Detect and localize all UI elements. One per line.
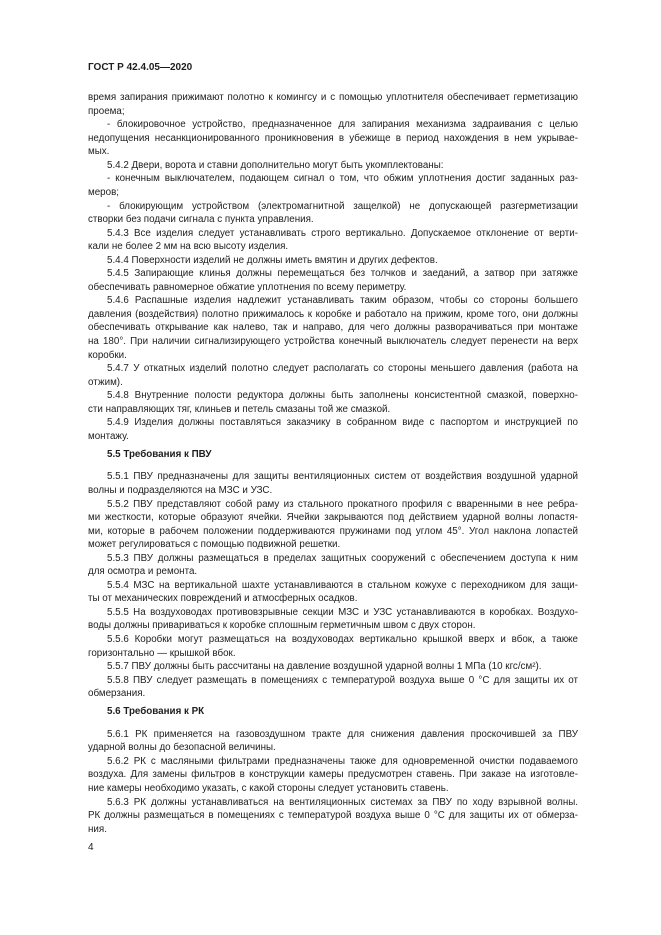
text-line: обеспечивать открывание как налево, так и направо, для чего должны разворачиваться при монтаже (88, 322, 578, 334)
paragraph-5-5-6 (88, 633, 578, 660)
paragraph-5-6-2 (88, 755, 578, 796)
text-line: для осмотра и ремонта. (88, 566, 198, 578)
text-line: 5.5.7 ПВУ должны быть рассчитаны на давление воздушной ударной волны 1 МПа (10 кгс/см²). (107, 661, 542, 673)
list-item-limit-switch (88, 172, 578, 199)
text-line: 5.6.3 РК должны устанавливаться на вентиляционных системах за ПВУ по ходу взрывной волны. (107, 796, 578, 808)
text-line: мых. (88, 146, 110, 158)
paragraph-5-4-3 (88, 227, 578, 254)
paragraph-5-4-6 (88, 294, 578, 362)
text-line: может регулироваться с помощью подвижной решетки. (88, 539, 341, 551)
page-body (88, 91, 578, 836)
text-line: 5.4.6 Распашные изделия надлежит устанавливать таким образом, чтобы со стороны большего (107, 295, 578, 307)
text-line: обеспечивать равномерное обжатие уплотнения по всему периметру. (88, 281, 407, 293)
text-line: коробки. (88, 349, 127, 361)
section-heading-5-5: 5.5 Требования к ПВУ (107, 448, 212, 460)
text-line: 5.5.5 На воздуховодах противовзрывные секции МЗС и УЗС устанавливаются в коробках. Воздухо- (107, 606, 578, 618)
text-line: ми жесткости, которые образуют ячейки. Ячейки закрываются под действием ударной волны лопастя- (88, 512, 578, 524)
text-line: кали не более 2 мм на всю высоту изделия. (88, 241, 289, 253)
text-line: волны и подразделяются на МЗС и УЗС. (88, 485, 273, 496)
paragraph-5-5-3 (88, 552, 578, 579)
text-line: время запирания прижимают полотно к комингсу и с помощью уплотнителя обеспечивает герметизацию (88, 92, 578, 104)
text-line: 5.5.4 МЗС на вертикальной шахте устанавливаются в стальном кожухе с переходником для защи- (107, 579, 578, 591)
standard-designation: ГОСТ Р 42.4.05—2020 (88, 62, 193, 73)
text-line: проема; (88, 105, 125, 117)
page-number: 4 (88, 842, 94, 853)
paragraph-5-4-2 (88, 159, 578, 173)
paragraph-5-4-4 (88, 254, 578, 268)
paragraph-5-5-5 (88, 606, 578, 633)
text-line: 5.4.9 Изделия должны поставляться заказчику в собранном виде с паспортом и инструкцией по (107, 417, 578, 429)
text-line: ты от механических повреждений и атмосферных осадков. (88, 593, 358, 605)
text-line: горизонтально — крышкой вбок. (88, 647, 236, 659)
text-line: воды должны привариваться к коробке сплошным герметичным швом с двух сторон. (88, 620, 476, 632)
text-line: 5.6.2 РК с масляными фильтрами предназначены также для одновременной очистки подаваемого (107, 755, 578, 767)
text-line: 5.5.8 ПВУ следует размещать в помещениях с температурой воздуха выше 0 °С для защиты их от (107, 674, 578, 686)
text-line: створки без подачи сигнала с пункта управления. (88, 214, 314, 226)
text-line: - блокировочное устройство, предназначенное для запирания механизма задраивания с целью (107, 119, 578, 131)
text-line: 5.5.3 ПВУ должны размещаться в пределах защитных сооружений с обеспечением доступа к ним (107, 552, 578, 564)
paragraph-5-4-5 (88, 267, 578, 294)
text-line: 5.4.2 Двери, ворота и ставни дополнительно могут быть укомплектованы: (107, 159, 444, 171)
text-line: 5.4.8 Внутренние полости редуктора должны быть заполнены консистентной смазкой, поверхно- (107, 390, 578, 402)
text-line: отжим). (88, 376, 123, 388)
text-line: недопущения несанкционированного проникновения в убежище в период нахождения в нем укрывае- (88, 132, 578, 144)
paragraph-5-6-3 (88, 796, 578, 837)
paragraph-continuation (88, 91, 578, 118)
text-line: 5.4.4 Поверхности изделий не должны иметь вмятин и других дефектов. (107, 254, 438, 266)
paragraph-5-4-7 (88, 362, 578, 389)
list-item-locking-device (88, 118, 578, 159)
text-line: ударной волны до безопасной величины. (88, 742, 276, 754)
text-line: обмерзания. (88, 688, 146, 700)
text-line: воздуха. Для замены фильтров в конструкции камеры предусмотрен ставень. При заказе на изготовле- (88, 769, 578, 781)
paragraph-5-4-8 (88, 389, 578, 416)
text-line: 5.5.6 Коробки могут размещаться на воздуховодах вертикально крышкой вверх и вбок, а также (107, 634, 578, 646)
text-line: ние камеры необходимо указать, с какой стороны следует установить ставень. (88, 782, 449, 794)
list-item-blocking-device (88, 200, 578, 227)
paragraph-5-5-7 (88, 660, 578, 674)
text-line: 5.5.2 ПВУ представляют собой раму из стального прокатного профиля с вваренными в нее ребра- (107, 498, 578, 510)
paragraph-5-6-1 (88, 728, 578, 755)
paragraph-5-5-4 (88, 579, 578, 606)
text-line: ния. (88, 823, 107, 835)
text-line: сти направляющих тяг, клиньев и петель смазаны той же смазкой. (88, 403, 391, 415)
text-line: 5.6.1 РК применяется на газовоздушном тракте для снижения давления проскочившей за ПВУ (107, 728, 578, 740)
paragraph-5-4-9 (88, 416, 578, 443)
text-line: - конечным выключателем, подающем сигнал о том, что обжим уплотнения достиг заданных раз- (107, 173, 578, 185)
text-line: 5.5.1 ПВУ предназначены для защиты вентиляционных систем от воздействия воздушной ударной (107, 471, 578, 483)
text-line: 5.4.3 Все изделия следует устанавливать строго вертикально. Допускаемое отклонение от верти- (107, 227, 578, 239)
paragraph-5-5-2 (88, 498, 578, 552)
text-line: 5.4.5 Запирающие клинья должны перемещаться без толчков и заеданий, а затвор при затяжке (107, 268, 578, 280)
text-line: монтажу. (88, 430, 129, 442)
paragraph-5-5-8 (88, 674, 578, 701)
text-line: - блокирующим устройством (электромагнитной защелкой) не допускающей разгерметизации (107, 200, 578, 212)
text-line: 5.4.7 У откатных изделий полотно следует располагать со стороны меньшего давления (работа на (107, 363, 578, 375)
section-heading-5-6: 5.6 Требования к РК (107, 706, 205, 718)
paragraph-5-5-1 (88, 470, 578, 497)
text-line: ми, которые в рабочем положении поддерживаются пружинами под углом 45°. Угол наклона лопастей (88, 525, 578, 537)
text-line: давления (воздействия) полотно прижималось к коробке и работало на прижим, кроме того, они должны (88, 308, 578, 320)
text-line: меров; (88, 187, 120, 199)
text-line: на 180°. При наличии сигнализирующего устройства конечный выключатель следует перенести на верх (88, 336, 578, 348)
text-line: РК должны размещаться в помещениях с температурой воздуха выше 0 °С для защиты их от обмерза- (88, 810, 578, 822)
